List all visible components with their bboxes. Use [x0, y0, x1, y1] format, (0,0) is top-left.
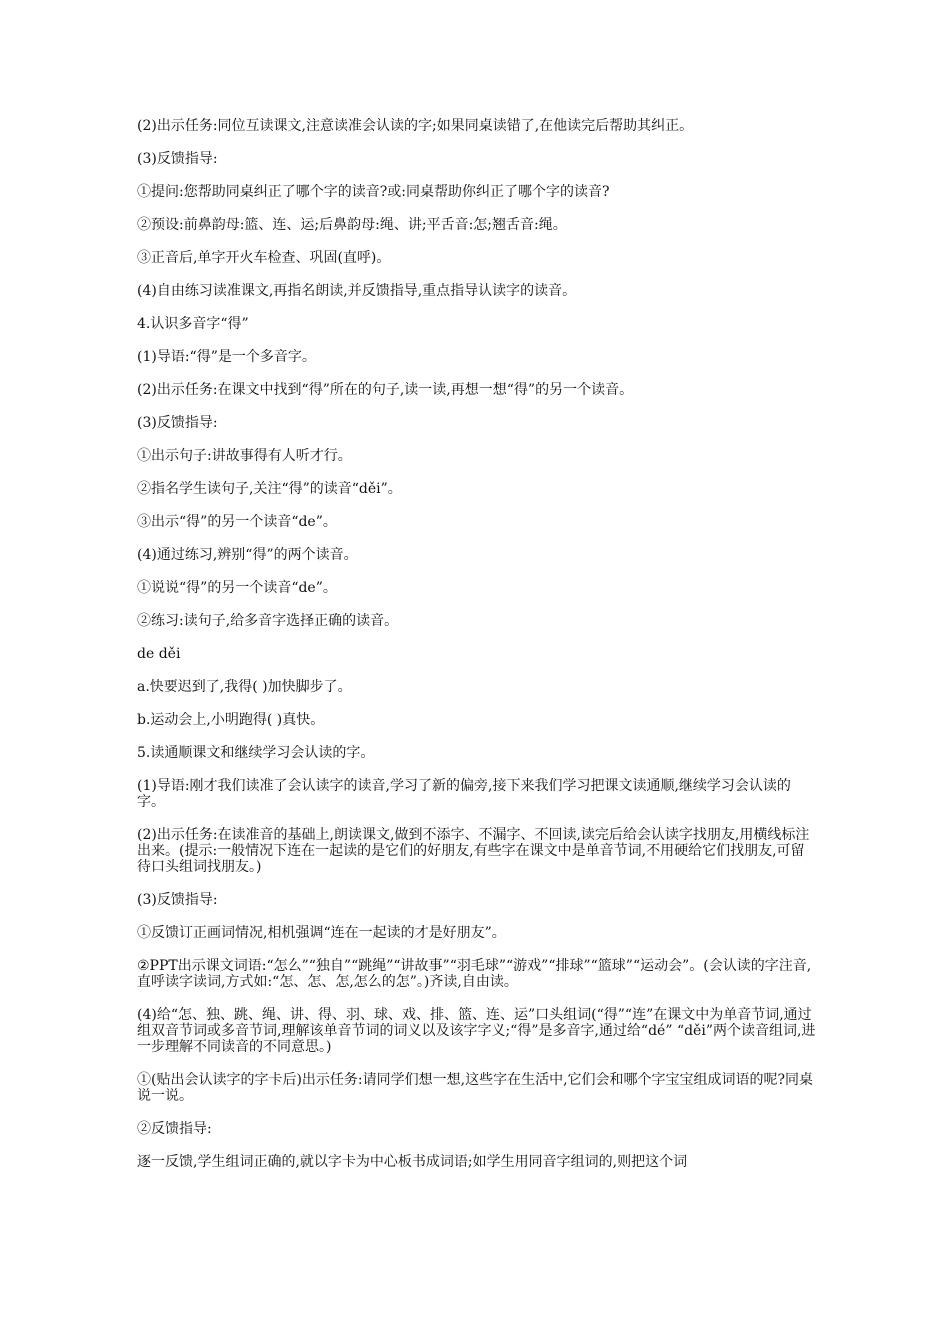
- document-page: [137, 118, 817, 1187]
- paragraph: 逐一反馈,学生组词正确的,就以字卡为中心板书成词语;如学生用同音字组词的,则把这个词: [137, 1154, 688, 1170]
- paragraph: ②预设:前鼻韵母:篮、连、运;后鼻韵母:绳、讲;平舌音:怎;翘舌音:绳。: [137, 217, 567, 233]
- paragraph: b.运动会上,小明跑得( )真快。: [137, 712, 325, 728]
- paragraph: ③出示“得”的另一个读音“de”。: [137, 514, 337, 530]
- paragraph: (2)出示任务:同位互读课文,注意读准会认读的字;如果同桌读错了,在他读完后帮助其纠正。: [137, 118, 694, 134]
- paragraph: ②指名学生读句子,关注“得”的读音“děi”。: [137, 481, 402, 497]
- paragraph: (3)反馈指导:: [137, 151, 218, 167]
- paragraph: (4)给“怎、独、跳、绳、讲、得、羽、球、戏、排、篮、连、运”口头组词(“得”“连”在课文中为单音节词,通过组双音节词或多音节词,理解该单音节词的词义以及该字字义;“得”是多音字,通过给“dé” “děi”两个读音组词,进一步理解不同读音的不同意思。): [137, 1007, 816, 1055]
- paragraph: (2)出示任务:在课文中找到“得”所在的句子,读一读,再想一想“得”的另一个读音。: [137, 382, 634, 398]
- paragraph: (1)导语:刚才我们读准了会认读字的读音,学习了新的偏旁,接下来我们学习把课文读通顺,继续学习会认读的字。: [137, 778, 791, 810]
- paragraph: (2)出示任务:在读准音的基础上,朗读课文,做到不添字、不漏字、不回读,读完后给会认读字找朋友,用横线标注出来。(提示:一般情况下连在一起读的是它们的好朋友,有些字在课文中是单音节词,不用硬给它们找朋友,可留待口头组词找朋友。): [137, 827, 810, 875]
- paragraph: (3)反馈指导:: [137, 892, 218, 908]
- paragraph: ②练习:读句子,给多音字选择正确的读音。: [137, 613, 399, 629]
- paragraph: (4)通过练习,辨别“得”的两个读音。: [137, 547, 358, 563]
- paragraph: ①说说“得”的另一个读音“de”。: [137, 580, 337, 596]
- paragraph: ②PPT出示课文词语:“怎么”“独自”“跳绳”“讲故事”“羽毛球”“游戏”“排球”“篮球”“运动会”。(会认读的字注音,直呼读字读词,方式如:“怎、怎、怎,怎么的怎”。)齐读,自由读。: [137, 958, 812, 990]
- paragraph: ①(贴出会认读字的字卡后)出示任务:请同学们想一想,这些字在生活中,它们会和哪个字宝宝组成词语的呢?同桌说一说。: [137, 1072, 814, 1104]
- section-heading: 4.认识多音字“得”: [137, 316, 249, 332]
- paragraph: ①出示句子:讲故事得有人听才行。: [137, 448, 352, 464]
- paragraph: (1)导语:“得”是一个多音字。: [137, 349, 316, 365]
- paragraph: ①提问:您帮助同桌纠正了哪个字的读音?或:同桌帮助你纠正了哪个字的读音?: [137, 184, 610, 200]
- paragraph: a.快要迟到了,我得( )加快脚步了。: [137, 679, 352, 695]
- paragraph: ①反馈订正画词情况,相机强调“连在一起读的才是好朋友”。: [137, 925, 506, 941]
- paragraph: ②反馈指导:: [137, 1121, 212, 1137]
- paragraph: (4)自由练习读准课文,再指名朗读,并反馈指导,重点指导认读字的读音。: [137, 283, 577, 299]
- paragraph: (3)反馈指导:: [137, 415, 218, 431]
- section-heading: 5.读通顺课文和继续学习会认读的字。: [137, 745, 375, 761]
- pinyin-options: de děi: [137, 646, 181, 662]
- paragraph: ③正音后,单字开火车检查、巩固(直呼)。: [137, 250, 391, 266]
